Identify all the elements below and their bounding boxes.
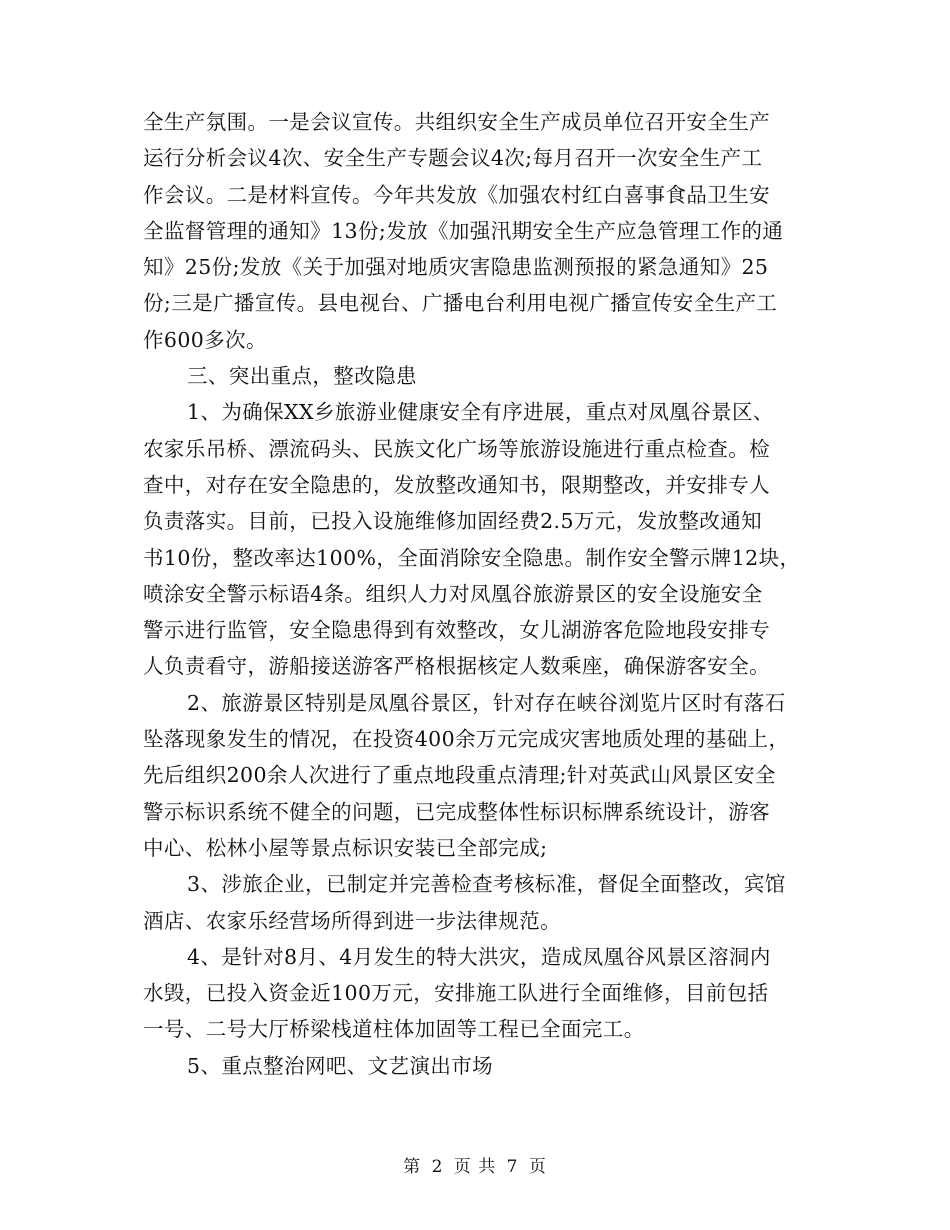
footer-current-page: 2 [431,1157,444,1177]
text-line: 知》25份;发放《关于加强对地质灾害隐患监测预报的紧急通知》25 [143,255,769,280]
text-line: 坠落现象发生的情况，在投资400余万元完成灾害地质处理的基础上， [143,727,790,752]
text-line: 全监督管理的通知》13份;发放《加强汛期安全生产应急管理工作的通 [143,218,784,243]
footer-total-pages: 7 [506,1157,519,1177]
footer-prefix: 第 [403,1157,422,1177]
text-line: 三、突出重点，整改隐患 [187,364,417,389]
text-line: 警示进行监管，安全隐患得到有效整改，女儿湖游客危险地段安排专 [143,618,770,643]
text-line: 警示标识系统不健全的问题，已完成整体性标识标牌系统设计，游客 [143,799,770,824]
text-line: 喷涂安全警示标语4条。组织人力对凤凰谷旅游景区的安全设施安全 [143,581,763,606]
text-line: 运行分析会议4次、安全生产专题会议4次;每月召开一次安全生产工 [143,146,763,171]
text-line: 先后组织200余人次进行了重点地段重点清理;针对英武山风景区安全 [143,763,776,788]
text-line: 份;三是广播宣传。县电视台、广播电台利用电视广播宣传安全生产工 [143,291,778,316]
text-line: 农家乐吊桥、漂流码头、民族文化广场等旅游设施进行重点检查。检 [143,436,770,461]
text-line: 一号、二号大厅桥梁栈道柱体加固等工程已全面完工。 [143,1017,645,1042]
text-line: 作会议。二是材料宣传。今年共发放《加强农村红白喜事食品卫生安 [143,182,770,207]
text-line: 全生产氛围。一是会议宣传。共组织安全生产成员单位召开安全生产 [143,110,770,134]
text-line: 1、为确保XX乡旅游业健康安全有序进展，重点对凤凰谷景区、 [187,400,774,425]
text-line: 负责落实。目前，已投入设施维修加固经费2.5万元，发放整改通知 [143,509,762,534]
document-body [143,104,813,1084]
text-line: 5、重点整治网吧、文艺演出市场 [187,1053,494,1078]
page-footer [0,1152,950,1177]
text-line: 中心、松林小屋等景点标识安装已全部完成; [143,835,548,860]
text-line: 书10份，整改率达100%，全面消除安全隐患。制作安全警示牌12块， [143,545,801,570]
text-line: 水毁，已投入资金近100万元，安排施工队进行全面维修，目前包括 [143,981,769,1006]
footer-middle: 页 共 [453,1157,497,1177]
text-line: 4、是针对8月、4月发生的特大洪灾，造成凤凰谷风景区溶洞内 [187,944,771,969]
text-line: 酒店、农家乐经营场所得到进一步法律规范。 [143,908,561,933]
text-line: 作600多次。 [143,327,267,352]
text-line: 人负责看守，游船接送游客严格根据核定人数乘座，确保游客安全。 [143,654,770,679]
text-line: 查中，对存在安全隐患的，发放整改通知书，限期整改，并安排专人 [143,472,770,497]
footer-suffix: 页 [528,1157,547,1177]
text-line: 2、旅游景区特别是凤凰谷景区，针对存在峡谷浏览片区时有落石 [187,690,786,715]
text-line: 3、涉旅企业，已制定并完善检查考核标准，督促全面整改，宾馆 [187,872,786,897]
